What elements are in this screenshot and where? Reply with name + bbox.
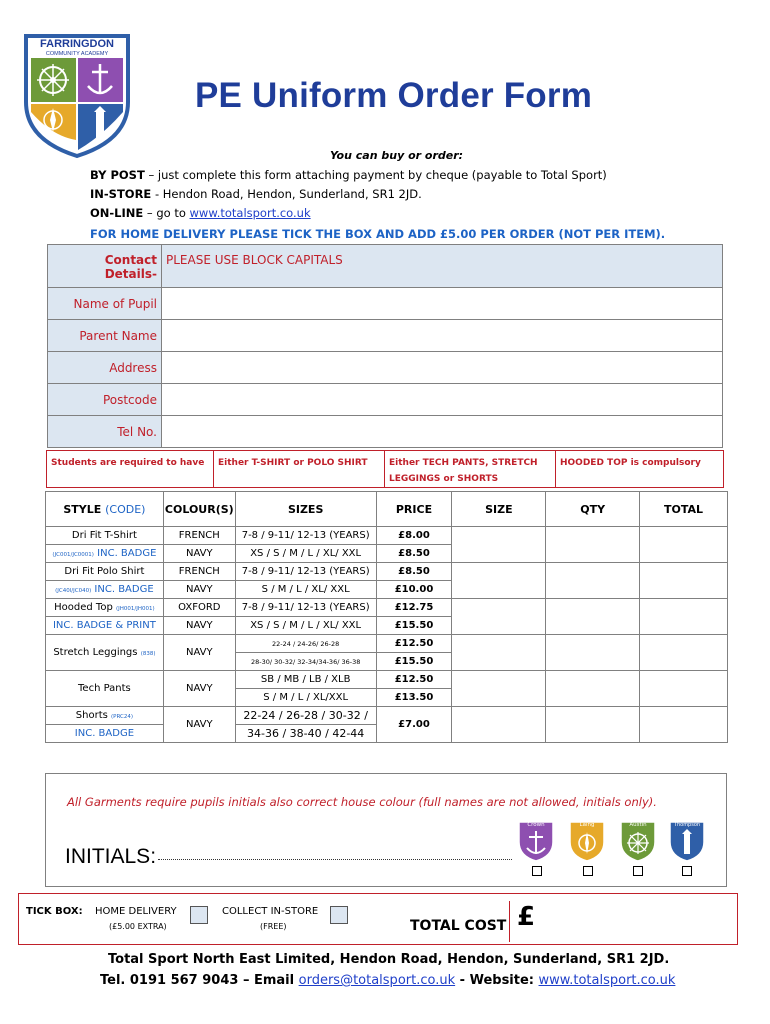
table-row (46, 563, 728, 581)
table-row (46, 599, 728, 617)
contact-label-parent: Parent Name (48, 320, 162, 352)
item-badge: INC. BADGE (97, 548, 157, 559)
size-input[interactable] (452, 707, 546, 743)
qty-input[interactable] (546, 563, 640, 599)
item-colour: FRENCH (163, 563, 235, 581)
item-sizes: 22-24 / 26-28 / 30-32 / (235, 707, 376, 725)
item-price: £7.00 (376, 707, 452, 743)
item-sizes: XS / S / M / L / XL/ XXL (235, 617, 376, 635)
collect-label: COLLECT IN-STORE (222, 906, 319, 917)
req-shirt: Either T-SHIRT or POLO SHIRT (218, 458, 368, 468)
page-title: PE Uniform Order Form (195, 76, 593, 115)
item-price: £13.50 (376, 689, 452, 707)
size-input[interactable] (452, 599, 546, 635)
footer-contact (100, 973, 675, 988)
by-post-line (90, 168, 607, 182)
home-delivery-checkbox[interactable] (190, 906, 208, 924)
header-total: TOTAL (640, 492, 728, 527)
tel-field[interactable] (162, 416, 723, 448)
item-colour: OXFORD (163, 599, 235, 617)
house-laing-checkbox[interactable] (583, 866, 593, 876)
logo-subtext: COMMUNITY ACADEMY (45, 51, 109, 57)
house-thompson-checkbox[interactable] (682, 866, 692, 876)
item-badge: INC. BADGE & PRINT (46, 617, 164, 635)
house-austin-checkbox[interactable] (633, 866, 643, 876)
in-store-text: - Hendon Road, Hendon, Sunderland, SR1 2JD. (151, 187, 422, 201)
house-crown-name: Crown (527, 822, 545, 828)
item-name: Shorts (75, 710, 108, 721)
item-name: Tech Pants (46, 671, 164, 707)
garments-note: All Garments require pupils initials also correct house colour (full names are not allowed, initials only). (67, 795, 657, 809)
home-delivery-sub: (£5.00 EXTRA) (109, 922, 167, 931)
contact-details-table (47, 244, 723, 448)
item-price: £15.50 (376, 653, 452, 671)
qty-input[interactable] (546, 599, 640, 635)
req-bottoms-line2: LEGGINGS or SHORTS (389, 474, 499, 484)
postcode-field[interactable] (162, 384, 723, 416)
total-input[interactable] (640, 671, 728, 707)
header-style (46, 492, 164, 527)
by-post-label: BY POST (90, 168, 145, 182)
total-input[interactable] (640, 527, 728, 563)
contact-label-tel: Tel No. (48, 416, 162, 448)
item-sizes: S / M / L / XL/XXL (235, 689, 376, 707)
qty-input[interactable] (546, 635, 640, 671)
website-link[interactable]: www.totalsport.co.uk (189, 206, 311, 220)
item-colour: NAVY (163, 545, 235, 563)
total-input[interactable] (640, 599, 728, 635)
table-row (46, 635, 728, 653)
size-input[interactable] (452, 527, 546, 563)
item-colour: FRENCH (163, 527, 235, 545)
item-sizes: 7-8 / 9-11/ 12-13 (YEARS) (235, 563, 376, 581)
house-crown-shield-icon (517, 816, 555, 862)
parent-name-field[interactable] (162, 320, 723, 352)
header-code-label: (CODE) (105, 502, 146, 516)
house-thompson-name: Thompson (673, 822, 701, 828)
order-table (45, 491, 728, 743)
total-input[interactable] (640, 707, 728, 743)
pupil-name-field[interactable] (162, 288, 723, 320)
item-sizes: 28-30/ 30-32/ 32-34/34-36/ 36-38 (235, 653, 376, 671)
on-line-label: ON-LINE (90, 206, 144, 220)
footer-website-label: - Website: (455, 973, 539, 988)
item-sizes: 7-8 / 9-11/ 12-13 (YEARS) (235, 527, 376, 545)
logo-text: FARRINGDON (40, 38, 114, 50)
req-hoodie: HOODED TOP is compulsory (560, 458, 701, 468)
item-price: £12.50 (376, 671, 452, 689)
req-students: Students are required to have (51, 458, 205, 468)
item-sizes: SB / MB / LB / XLB (235, 671, 376, 689)
item-price: £10.00 (376, 581, 452, 599)
item-colour: NAVY (163, 671, 235, 707)
qty-input[interactable] (546, 707, 640, 743)
item-sizes: S / M / L / XL/ XXL (235, 581, 376, 599)
item-price: £12.50 (376, 635, 452, 653)
req-bottoms-line1: Either TECH PANTS, STRETCH (389, 458, 538, 468)
item-code: (PRC24) (111, 714, 134, 720)
pound-sign: £ (517, 902, 536, 932)
by-post-text: – just complete this form attaching payment by cheque (payable to Total Sport) (144, 168, 607, 182)
house-austin-shield-icon (619, 816, 657, 862)
table-row (46, 707, 728, 725)
home-delivery-note: FOR HOME DELIVERY PLEASE TICK THE BOX AND ADD £5.00 PER ORDER (NOT PER ITEM). (90, 227, 666, 241)
header-colours: COLOUR(S) (163, 492, 235, 527)
table-row (46, 671, 728, 689)
contact-header-label: Contact Details- (48, 245, 162, 288)
item-code: (JC001/JC0001) (52, 552, 94, 558)
size-input[interactable] (452, 635, 546, 671)
in-store-line (90, 187, 422, 201)
house-crown-checkbox[interactable] (532, 866, 542, 876)
initials-label: INITIALS: (65, 845, 157, 868)
item-code: (JH001/JH001) (116, 606, 155, 612)
item-name: Dri Fit T-Shirt (46, 527, 164, 545)
total-input[interactable] (640, 563, 728, 599)
contact-label-pupil: Name of Pupil (48, 288, 162, 320)
header-price: PRICE (376, 492, 452, 527)
total-cost-label: TOTAL COST (410, 918, 507, 934)
qty-input[interactable] (546, 671, 640, 707)
header-size: SIZE (452, 492, 546, 527)
item-code: (838) (140, 651, 156, 657)
initials-input[interactable] (158, 858, 512, 860)
on-line-line (90, 206, 311, 220)
footer-email-link[interactable]: orders@totalsport.co.uk (298, 973, 456, 988)
collect-checkbox[interactable] (330, 906, 348, 924)
header-sizes: SIZES (235, 492, 376, 527)
requirements-box (46, 450, 724, 488)
item-sizes: 34-36 / 38-40 / 42-44 (235, 725, 376, 743)
item-name: Hooded Top (54, 602, 113, 613)
table-row (46, 527, 728, 545)
item-name: Stretch Leggings (53, 647, 138, 658)
item-badge: INC. BADGE (46, 725, 164, 743)
item-price: £15.50 (376, 617, 452, 635)
item-sizes: 22-24 / 24-26/ 26-28 (235, 635, 376, 653)
item-colour: NAVY (163, 617, 235, 635)
item-colour: NAVY (163, 707, 235, 743)
item-name: Dri Fit Polo Shirt (46, 563, 164, 581)
item-colour: NAVY (163, 581, 235, 599)
item-sizes: XS / S / M / L / XL/ XXL (235, 545, 376, 563)
home-delivery-label: HOME DELIVERY (95, 906, 177, 917)
footer-tel: Tel. 0191 567 9043 – Email (100, 973, 299, 988)
req-bottoms (385, 451, 555, 487)
farringdon-logo (22, 32, 132, 158)
item-price: £8.00 (376, 527, 452, 545)
buy-heading: You can buy or order: (330, 149, 464, 162)
total-cost-field[interactable] (509, 901, 738, 942)
item-price: £8.50 (376, 545, 452, 563)
collect-sub: (FREE) (260, 922, 287, 931)
contact-label-address: Address (48, 352, 162, 384)
total-input[interactable] (640, 635, 728, 671)
address-field[interactable] (162, 352, 723, 384)
house-laing-shield-icon (568, 816, 606, 862)
item-colour: NAVY (163, 635, 235, 671)
house-laing-name: Laing (579, 822, 595, 828)
on-line-text: – go to (143, 206, 190, 220)
item-price: £8.50 (376, 563, 452, 581)
item-badge: INC. BADGE (94, 584, 154, 595)
header-qty: QTY (546, 492, 640, 527)
tick-box-label: TICK BOX: (26, 906, 83, 917)
size-input[interactable] (452, 563, 546, 599)
footer-address: Total Sport North East Limited, Hendon Road, Hendon, Sunderland, SR1 2JD. (108, 952, 670, 967)
in-store-label: IN-STORE (90, 187, 152, 201)
contact-label-postcode: Postcode (48, 384, 162, 416)
size-input[interactable] (452, 671, 546, 707)
item-price: £12.75 (376, 599, 452, 617)
qty-input[interactable] (546, 527, 640, 563)
footer-website-link[interactable]: www.totalsport.co.uk (538, 973, 676, 988)
house-austin-name: Austin (629, 822, 647, 828)
item-code: (JC40l/JC040) (55, 588, 92, 594)
header-style-label: STYLE (63, 502, 102, 516)
item-sizes: 7-8 / 9-11/ 12-13 (YEARS) (235, 599, 376, 617)
house-thompson-shield-icon (668, 816, 706, 862)
contact-header-value: PLEASE USE BLOCK CAPITALS (162, 245, 723, 288)
